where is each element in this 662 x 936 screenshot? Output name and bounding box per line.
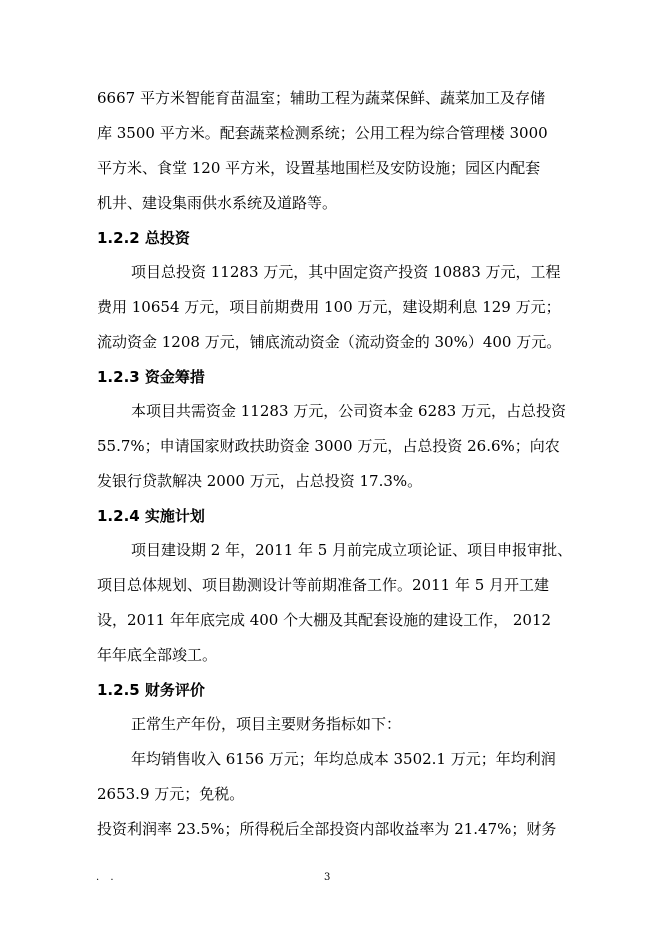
footer-dots: . . — [96, 872, 118, 883]
heading-1-2-3: 1.2.3 资金筹措 — [97, 368, 205, 386]
section-1-2-3-line-3: 发银行贷款解决 2000 万元，占总投资 17.3%。 — [97, 472, 423, 490]
section-1-2-4-line-4: 年年底全部竣工。 — [97, 646, 218, 664]
intro-line-2: 库 3500 平方米。配套蔬菜检测系统；公用工程为综合管理楼 3000 — [97, 124, 548, 142]
intro-line-3: 平方米、食堂 120 平方米，设置基地围栏及安防设施；园区内配套 — [97, 159, 541, 177]
section-1-2-3-line-2: 55.7%；申请国家财政扶助资金 3000 万元，占总投资 26.6%；向农 — [97, 437, 560, 455]
heading-1-2-2: 1.2.2 总投资 — [97, 229, 190, 247]
section-1-2-2-line-2: 费用 10654 万元，项目前期费用 100 万元，建设期利息 129 万元； — [97, 298, 561, 316]
intro-line-1: 6667 平方米智能育苗温室；辅助工程为蔬菜保鲜、蔬菜加工及存储 — [97, 89, 545, 107]
section-1-2-4-line-2: 项目总体规划、项目勘测设计等前期准备工作。2011 年 5 月开工建 — [97, 576, 550, 594]
intro-line-4: 机井、建设集雨供水系统及道路等。 — [97, 194, 338, 212]
section-1-2-5-line-3: 2653.9 万元；免税。 — [97, 785, 245, 803]
heading-1-2-4: 1.2.4 实施计划 — [97, 507, 205, 525]
section-1-2-4-line-3: 设，2011 年年底完成 400 个大棚及其配套设施的建设工作， 2012 — [97, 611, 552, 629]
heading-1-2-5: 1.2.5 财务评价 — [97, 681, 205, 699]
section-1-2-2-line-3: 流动资金 1208 万元，铺底流动资金（流动资金的 30%）400 万元。 — [97, 333, 562, 351]
page-number: 3 — [324, 872, 331, 883]
section-1-2-5-line-4: 投资利润率 23.5%；所得税后全部投资内部收益率为 21.47%；财务 — [97, 820, 557, 838]
section-1-2-3-line-1: 本项目共需资金 11283 万元，公司资本金 6283 万元，占总投资 — [131, 402, 566, 420]
section-1-2-5-line-2: 年均销售收入 6156 万元；年均总成本 3502.1 万元；年均利润 — [131, 750, 556, 768]
section-1-2-5-line-1: 正常生产年份，项目主要财务指标如下： — [131, 715, 402, 733]
section-1-2-4-line-1: 项目建设期 2 年，2011 年 5 月前完成立项论证、项目申报审批、 — [131, 541, 573, 559]
section-1-2-2-line-1: 项目总投资 11283 万元，其中固定资产投资 10883 万元，工程 — [131, 263, 561, 281]
